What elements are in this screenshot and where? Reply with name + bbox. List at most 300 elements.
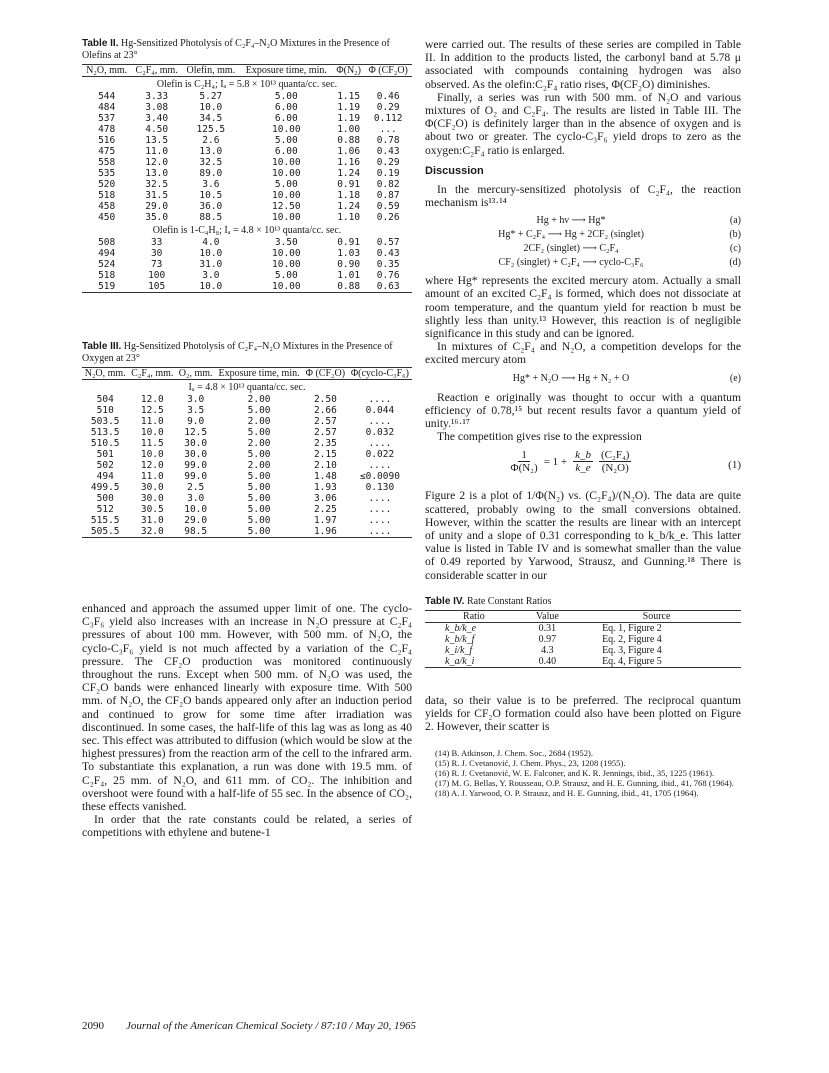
table-cell: 537 <box>98 113 116 124</box>
table-cell: 5.00 <box>247 482 271 493</box>
table-cell: 0.90 <box>337 259 361 270</box>
table-cell: 0.63 <box>364 281 412 293</box>
reaction-c <box>425 242 741 256</box>
table-cell: 1.19 <box>337 102 361 113</box>
table-cell: 2.66 <box>313 405 337 416</box>
table-cell: 30.5 <box>140 504 164 515</box>
table-cell: 5.00 <box>247 504 271 515</box>
table-cell: 508 <box>98 237 116 248</box>
table-cell: 520 <box>98 179 116 190</box>
table-cell: 6.00 <box>274 113 298 124</box>
table-iv-header <box>425 610 741 622</box>
table-cell: 2.10 <box>313 460 337 471</box>
table-cell: .... <box>348 526 412 538</box>
table-iii-column-header: Φ (CF₂O) <box>303 368 348 380</box>
table-cell: 5.00 <box>274 179 298 190</box>
table-cell: 31.0 <box>140 515 164 526</box>
reference-item: (14) B. Atkinson, J. Chem. Soc., 2684 (1952). <box>435 747 594 758</box>
table-cell: 3.40 <box>145 113 169 124</box>
table-cell: 2.00 <box>247 460 271 471</box>
table-row <box>425 645 741 656</box>
table-cell: 0.88 <box>337 135 361 146</box>
table-cell: 0.97 <box>538 633 557 645</box>
right-paragraph-1: were carried out. The results of these series are compiled in Table II. In addition to the products listed, the carbonyl band at 5.78 μ associated with compounds containing hydrogen was also observed. As the olefin:C₂F₄ ratio rises, Φ(CF₂O) diminishes. <box>425 38 741 91</box>
table-row <box>82 124 412 135</box>
table-cell: k_b/k_f <box>445 633 475 645</box>
table-cell: .... <box>368 460 392 471</box>
table-cell: 36.0 <box>199 201 223 212</box>
table-cell: .... <box>368 416 392 427</box>
table-iii-header <box>82 368 412 380</box>
table-cell: 524 <box>98 259 116 270</box>
table-cell: 1.97 <box>313 515 337 526</box>
table-cell: 10.5 <box>199 190 223 201</box>
table-cell: 30.0 <box>140 493 164 504</box>
table-cell: 512 <box>96 504 114 515</box>
table-row <box>82 482 412 493</box>
table-row <box>82 449 412 460</box>
table-cell: 31.0 <box>199 259 223 270</box>
table-ii-section-label: Olefin is 1-C₄H₈; Iₐ = 4.8 × 10¹³ quanta/cc. sec. <box>152 225 342 236</box>
table-cell: 0.57 <box>376 237 400 248</box>
table-iii-title: Hg-Sensitized Photolysis of C₂F₄–N₂O Mixtures in the Presence of Oxygen at 23° <box>82 341 393 364</box>
table-cell: 0.31 <box>538 622 557 634</box>
table-cell: k_i/k_f <box>445 644 473 656</box>
table-cell: 99.0 <box>184 460 208 471</box>
table-cell: 518 <box>98 270 116 281</box>
table-cell: 1.01 <box>337 270 361 281</box>
table-cell: 11.5 <box>140 438 164 449</box>
reaction-b-equation: Hg* + C₂F₄ ⟶ Hg + 2CF₂ (singlet) <box>498 229 644 241</box>
table-cell: 0.26 <box>376 212 400 223</box>
table-cell: 10.00 <box>272 190 301 201</box>
table-ii <box>82 38 412 293</box>
table-cell: 3.08 <box>145 102 169 113</box>
table-cell: 29.0 <box>145 201 169 212</box>
table-cell: 3.0 <box>187 394 205 405</box>
table-cell: 513.5 <box>90 427 120 438</box>
table-cell: 13.5 <box>145 135 169 146</box>
table-cell: 0.43 <box>376 146 400 157</box>
reaction-d <box>425 256 741 270</box>
table-cell: 518 <box>98 190 116 201</box>
table-cell: 0.78 <box>376 135 400 146</box>
table-cell: 5.27 <box>199 91 223 102</box>
table-cell: 0.59 <box>376 201 400 212</box>
reaction-c-equation: 2CF₂ (singlet) ⟶ C₂F₄ <box>523 243 619 255</box>
table-row <box>82 405 412 416</box>
table-cell: 13.0 <box>145 168 169 179</box>
table-cell: 5.00 <box>247 493 271 504</box>
reaction-a-equation: Hg + hν ⟶ Hg* <box>536 215 606 227</box>
table-cell: 0.43 <box>376 248 400 259</box>
table-iv-grid <box>425 610 741 668</box>
table-cell: 0.19 <box>376 168 400 179</box>
table-row <box>425 634 741 645</box>
equation-1-operator: = 1 + <box>543 455 568 468</box>
table-cell: 2.57 <box>313 427 337 438</box>
table-iii-label: Table III. <box>82 341 122 352</box>
table-cell: 4.3 <box>541 644 554 656</box>
left-paragraph-1: enhanced and approach the assumed upper limit of one. The cyclo-C₃F₆ yield also increases with an increase in N₂O pressure at C₂F₄ pressures of about 100 mm. However, with 500 mm. of N₂O, the cyclo-C₃F₆ yield is not much affected by a variation of the C₂F₄ pressure. The CF₂O production was monitored continuously throughout the runs. Except when 500 mm. of N₂O was used, the CF₂O bands were enhanced linearly with exposure time. With 500 mm. of N₂O, the CF₂O bands appeared only after an induction period and continued to grow for some time after irradiation was discontinued. In some cases, the half-life of this lag was as long as 40 sec. This effect was attributed to diffusion (which would be slow at the highest pressures) from the reaction arm of the cell to the infrared arm. To substantiate this explanation, a run was done with 19.5 mm. of C₂F₄, 25 mm. of N₂O, and 611 mm. of CO₂. The inhibition and overshoot were found with a half-life of 55 sec. In the absence of CO₂, these effects vanished. <box>82 602 412 814</box>
table-cell: 0.35 <box>376 259 400 270</box>
table-cell: 31.5 <box>145 190 169 201</box>
table-row <box>82 201 412 212</box>
table-iii-column-header: N₂O, mm. <box>82 368 128 380</box>
table-iv-label: Table IV. <box>425 595 465 607</box>
reaction-a-label: (a) <box>729 215 741 227</box>
table-cell: 0.29 <box>376 157 400 168</box>
left-paragraph-2: In order that the rate constants could be related, a series of competitions with ethylene and butene-1 <box>82 813 412 840</box>
table-row <box>82 113 412 124</box>
right-paragraph-4: where Hg* represents the excited mercury atom. Actually a small amount of an excited C₂F₄ is formed, which does not dissociate at room temperature, and the quantum yield for reaction b must be slightly less than unity.¹³ However, this reaction is of negligible significance in this study and can be ignored. <box>425 274 741 341</box>
table-cell: 0.91 <box>337 237 361 248</box>
table-row <box>82 168 412 179</box>
table-ii-header <box>82 65 412 77</box>
equation-1-k-numerator: k_b <box>575 449 591 462</box>
table-iv-column-header: Source <box>572 610 741 622</box>
reaction-b-label: (b) <box>729 229 741 241</box>
table-cell: 12.0 <box>140 460 164 471</box>
table-row <box>82 394 412 405</box>
reaction-e-equation: Hg* + N₂O ⟶ Hg + N₂ + O <box>512 372 630 384</box>
table-cell: 32.5 <box>199 157 223 168</box>
table-cell: 73 <box>150 259 163 270</box>
table-cell: 475 <box>98 146 116 157</box>
table-cell: 30.0 <box>184 449 208 460</box>
right-column <box>425 38 741 798</box>
table-cell: 494 <box>98 248 116 259</box>
table-row <box>425 622 741 634</box>
table-cell: .... <box>368 515 392 526</box>
table-cell: 5.00 <box>247 515 271 526</box>
table-cell: 1.18 <box>337 190 361 201</box>
reference-item: (18) A. J. Yarwood, O. P. Strausz, and H. E. Gunning, ibid., 41, 1705 (1964). <box>435 787 699 798</box>
table-row <box>82 157 412 168</box>
table-row <box>82 427 412 438</box>
table-cell: 10.00 <box>272 124 301 135</box>
table-ii-title: Hg-Sensitized Photolysis of C₂F₄–N₂O Mixtures in the Presence of Olefins at 23° <box>82 38 390 61</box>
table-iv <box>425 596 741 668</box>
table-row <box>82 416 412 427</box>
table-ii-section-row <box>82 77 412 92</box>
table-iv-header-row <box>425 610 741 622</box>
table-row <box>82 493 412 504</box>
page-number: 2090 <box>82 1020 104 1032</box>
table-cell: 10.0 <box>199 102 223 113</box>
table-ii-section-label: Olefin is C₂H₄; Iₐ = 5.8 × 10¹³ quanta/cc. sec. <box>156 79 338 90</box>
table-cell: 504 <box>96 394 114 405</box>
table-iii-column-header: O₂, mm. <box>176 368 215 380</box>
right-paragraph-2: Finally, a series was run with 500 mm. of N₂O and various mixtures of O₂ and C₂F₄. The results are listed in Table III. The Φ(CF₂O) is definitely larger than in the absence of oxygen and is about two or greater. The cyclo-C₃F₆ yield drops to zero as the oxygen:C₂F₄ ratio is enlarged. <box>425 90 741 157</box>
table-cell: .... <box>368 438 392 449</box>
table-cell: 2.5 <box>187 482 205 493</box>
table-cell: ... <box>379 124 397 135</box>
table-cell: Eq. 4, Figure 5 <box>572 656 741 668</box>
table-cell: 11.0 <box>140 471 164 482</box>
table-cell: 501 <box>96 449 114 460</box>
table-iv-caption <box>425 596 741 608</box>
table-ii-column-header: Φ(N₂) <box>333 65 364 77</box>
table-cell: 450 <box>98 212 116 223</box>
table-cell: 2.00 <box>247 416 271 427</box>
table-ii-column-header: Olefin, mm. <box>182 65 240 77</box>
table-cell: 6.00 <box>274 102 298 113</box>
table-cell: 5.00 <box>247 471 271 482</box>
table-iii-column-header: C₂F₄, mm. <box>128 368 176 380</box>
table-cell: 1.93 <box>313 482 337 493</box>
table-cell: 1.03 <box>337 248 361 259</box>
table-row <box>82 270 412 281</box>
table-ii-caption <box>82 38 412 62</box>
table-cell: 4.50 <box>145 124 169 135</box>
table-cell: 10.0 <box>140 449 164 460</box>
table-row <box>82 135 412 146</box>
right-paragraph-3: In the mercury-sensitized photolysis of C₂F₄, the reaction mechanism is¹³·¹⁴ <box>425 182 741 210</box>
table-cell: 515.5 <box>90 515 120 526</box>
table-row <box>82 146 412 157</box>
table-cell: 1.19 <box>337 113 361 124</box>
reference-item: (16) R. J. Cvetanović, W. E. Falconer, and K. R. Jennings, ibid., 35, 1225 (1961). <box>435 767 715 778</box>
table-cell: k_a/k_i <box>425 656 523 668</box>
table-cell: 32.5 <box>145 179 169 190</box>
reaction-c-label: (c) <box>729 243 741 255</box>
table-cell: 0.46 <box>376 91 400 102</box>
table-cell: 478 <box>98 124 116 135</box>
table-cell: Eq. 3, Figure 4 <box>602 644 662 656</box>
table-cell: 0.032 <box>365 427 395 438</box>
table-cell: 1.16 <box>337 157 361 168</box>
table-cell: 89.0 <box>199 168 223 179</box>
table-cell: 3.06 <box>313 493 337 504</box>
table-row <box>82 190 412 201</box>
table-iv-column-header: Ratio <box>425 610 523 622</box>
table-cell: 0.044 <box>365 405 395 416</box>
reaction-e-label: (e) <box>729 372 741 384</box>
table-cell: 510 <box>96 405 114 416</box>
table-cell: 10.00 <box>240 281 333 293</box>
table-cell: 505.5 <box>82 526 128 538</box>
table-cell: .... <box>368 394 392 405</box>
table-ii-body <box>82 77 412 293</box>
table-cell: 5.00 <box>247 427 271 438</box>
references <box>425 748 741 798</box>
table-cell: 544 <box>98 91 116 102</box>
right-paragraph-7: The competition gives rise to the expression <box>437 430 642 444</box>
table-cell: 3.5 <box>187 405 205 416</box>
table-row <box>82 460 412 471</box>
table-cell: 10.0 <box>199 248 223 259</box>
equation-1-c-numerator: (C₂F₄) <box>601 449 630 462</box>
table-ii-label: Table II. <box>82 38 119 49</box>
table-row <box>82 471 412 482</box>
table-iii-column-header: Exposure time, min. <box>215 368 303 380</box>
table-cell: 0.82 <box>376 179 400 190</box>
table-cell: 9.0 <box>187 416 205 427</box>
table-cell: 105 <box>131 281 182 293</box>
reaction-mechanism <box>425 214 741 270</box>
table-iii-section-row <box>82 380 412 395</box>
table-cell: 11.0 <box>145 146 169 157</box>
reference-item: (17) M. G. Bellas, Y. Rousseau, O.P. Strausz, and H. E. Gunning, ibid., 41, 768 (1964). <box>435 777 734 788</box>
table-cell: 125.5 <box>196 124 226 135</box>
table-cell: 10.0 <box>182 281 240 293</box>
table-cell: 2.6 <box>202 135 220 146</box>
right-paragraph-9: data, so their value is to be preferred. The reciprocal quantum yields for CF₂O formation could also have been plotted on Figure 2. However, their scatter is <box>425 693 741 734</box>
table-iii <box>82 341 412 538</box>
table-ii-column-header: Φ (CF₂O) <box>364 65 412 77</box>
table-row <box>425 656 741 668</box>
table-cell: 2.50 <box>313 394 337 405</box>
table-cell: 484 <box>98 102 116 113</box>
table-cell: 99.0 <box>184 471 208 482</box>
table-cell: 5.00 <box>274 91 298 102</box>
table-cell: 5.00 <box>215 526 303 538</box>
table-cell: 0.88 <box>333 281 364 293</box>
table-cell: 1.96 <box>303 526 348 538</box>
table-row <box>82 212 412 223</box>
table-cell: 12.50 <box>272 201 301 212</box>
table-cell: 12.0 <box>145 157 169 168</box>
table-row <box>82 526 412 538</box>
reaction-b <box>425 228 741 242</box>
table-cell: ≤0.0090 <box>359 471 400 482</box>
table-cell: 34.5 <box>199 113 223 124</box>
table-row <box>82 102 412 113</box>
table-cell: 0.112 <box>373 113 403 124</box>
equation-1-c-denominator: (N₂O) <box>601 462 629 475</box>
table-cell: .... <box>368 493 392 504</box>
table-row <box>82 91 412 102</box>
table-cell: 30.0 <box>140 482 164 493</box>
table-cell: 13.0 <box>199 146 223 157</box>
table-cell: 558 <box>98 157 116 168</box>
table-cell: 3.0 <box>187 493 205 504</box>
table-cell: 32.0 <box>128 526 176 538</box>
table-cell: 535 <box>98 168 116 179</box>
table-cell: 98.5 <box>176 526 215 538</box>
table-ii-column-header: C₂F₄, mm. <box>131 65 182 77</box>
table-cell: 499.5 <box>90 482 120 493</box>
table-iii-column-header: Φ(cyclo-C₃F₆) <box>348 368 412 380</box>
table-iv-body <box>425 622 741 667</box>
table-cell: 2.35 <box>313 438 337 449</box>
reaction-e <box>425 372 741 386</box>
reference-item: (15) R. J. Cvetanović, J. Chem. Phys., 23, 1208 (1955). <box>435 757 626 768</box>
table-cell: 10.0 <box>140 427 164 438</box>
table-cell: 0.29 <box>376 102 400 113</box>
table-cell: 29.0 <box>184 515 208 526</box>
table-row <box>82 237 412 248</box>
table-iii-header-row <box>82 368 412 380</box>
table-row <box>82 281 412 293</box>
table-cell: 0.130 <box>365 482 395 493</box>
table-cell: 1.24 <box>337 201 361 212</box>
table-cell: 10.0 <box>184 504 208 515</box>
table-cell: 5.00 <box>247 405 271 416</box>
table-cell: 0.022 <box>365 449 395 460</box>
table-cell: 5.00 <box>274 135 298 146</box>
table-cell: 12.0 <box>140 394 164 405</box>
table-cell: 0.87 <box>376 190 400 201</box>
table-cell: 494 <box>96 471 114 482</box>
table-cell: 502 <box>96 460 114 471</box>
table-cell: 30 <box>150 248 163 259</box>
table-cell: 503.5 <box>90 416 120 427</box>
table-cell: k_b/k_e <box>445 622 477 634</box>
equation-1 <box>425 449 741 483</box>
table-cell: 0.76 <box>376 270 400 281</box>
table-cell: 1.00 <box>337 124 361 135</box>
table-cell: 2.25 <box>313 504 337 515</box>
table-cell: 510.5 <box>90 438 120 449</box>
table-cell: 11.0 <box>140 416 164 427</box>
table-cell: 1.48 <box>313 471 337 482</box>
equation-1-lhs-numerator: 1 <box>518 449 530 462</box>
right-paragraph-5: In mixtures of C₂F₄ and N₂O, a competition develops for the excited mercury atom <box>425 340 741 367</box>
table-row <box>82 504 412 515</box>
table-cell: 3.6 <box>202 179 220 190</box>
table-ii-grid <box>82 64 412 293</box>
table-cell: 35.0 <box>145 212 169 223</box>
table-cell: 33 <box>150 237 163 248</box>
table-cell: 88.5 <box>199 212 223 223</box>
table-row <box>82 438 412 449</box>
table-cell: 12.5 <box>184 427 208 438</box>
right-paragraph-8: Figure 2 is a plot of 1/Φ(N₂) vs. (C₂F₄)/(N₂O). The data are quite scattered, probably owing to the small conversions obtained. However, within the scatter the results are linear with an intercept of unity and a slope of 0.31 corresponding to k_b/k_e. This latter value is listed in Table IV and is somewhat smaller than the value of 0.49 reported by Yarwood, Strausz, and Gunning.¹⁸ There is considerable scatter in our <box>425 489 741 582</box>
table-ii-column-header: N₂O, mm. <box>82 65 131 77</box>
table-cell: 10.00 <box>272 248 301 259</box>
table-row <box>82 515 412 526</box>
table-cell: Eq. 2, Figure 4 <box>602 633 662 645</box>
equation-1-k-denominator: k_e <box>575 462 591 475</box>
table-cell: 10.00 <box>272 157 301 168</box>
page-footer <box>82 1020 416 1032</box>
table-cell: 2.15 <box>313 449 337 460</box>
reaction-d-label: (d) <box>729 257 741 269</box>
table-ii-column-header: Exposure time, min. <box>240 65 333 77</box>
right-paragraph-6: Reaction e originally was thought to occur with a quantum efficiency of 0.78,¹⁵ but recent results favor a quantum yield of unity.¹⁶·¹⁷ <box>425 390 741 431</box>
table-cell: 4.0 <box>202 237 220 248</box>
table-cell: .... <box>368 504 392 515</box>
table-row <box>82 248 412 259</box>
table-cell: 2.57 <box>313 416 337 427</box>
table-cell: 0.40 <box>523 656 572 668</box>
table-cell: 30.0 <box>184 438 208 449</box>
table-cell: 10.00 <box>272 259 301 270</box>
journal-citation: Journal of the American Chemical Society / 87:10 / May 20, 1965 <box>126 1020 417 1032</box>
table-cell: 10.00 <box>272 212 301 223</box>
table-cell: 1.15 <box>337 91 361 102</box>
section-heading-discussion: Discussion <box>425 164 484 177</box>
table-ii-header-row <box>82 65 412 77</box>
left-column <box>82 38 412 840</box>
table-iii-body <box>82 380 412 538</box>
table-cell: 0.91 <box>337 179 361 190</box>
table-cell: 1.24 <box>337 168 361 179</box>
reaction-a <box>425 214 741 228</box>
table-iv-column-header: Value <box>523 610 572 622</box>
table-iii-section-label: Iₐ = 4.8 × 10¹³ quanta/cc. sec. <box>188 382 306 393</box>
table-cell: 2.00 <box>247 394 271 405</box>
table-cell: 519 <box>82 281 131 293</box>
table-cell: 516 <box>98 135 116 146</box>
equation-1-label: (1) <box>728 459 741 472</box>
table-cell: Eq. 1, Figure 2 <box>602 622 662 634</box>
table-cell: 3.0 <box>202 270 220 281</box>
table-cell: 1.10 <box>337 212 361 223</box>
table-ii-section-row <box>82 223 412 237</box>
